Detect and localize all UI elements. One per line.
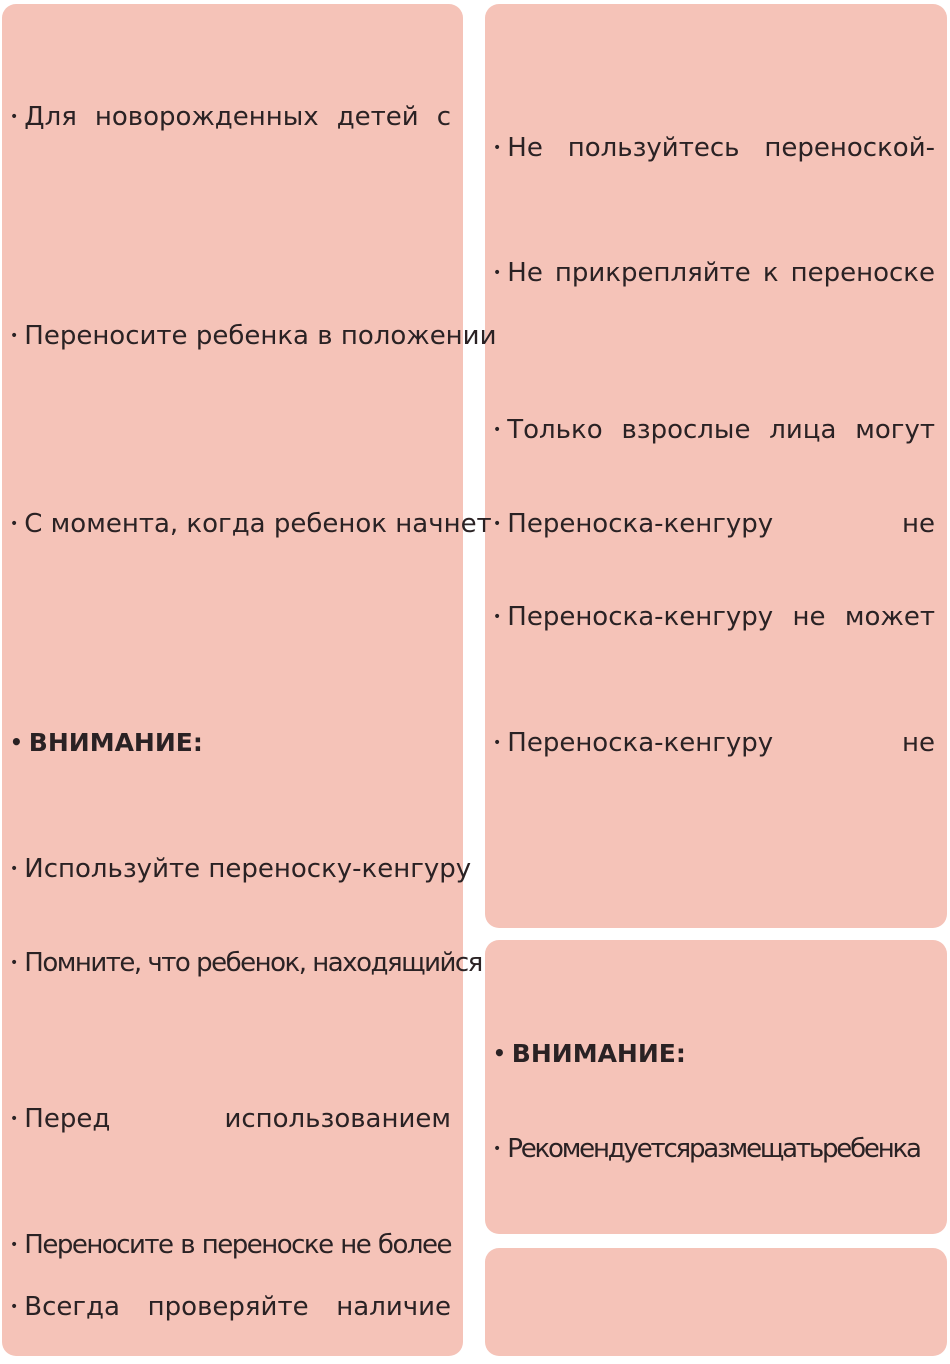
list-item-text: Не прикрепляйте к переноске (507, 258, 935, 288)
bullet-icon: • (10, 328, 19, 344)
warning-heading-text: ВНИМАНИЕ: (511, 1039, 686, 1068)
right-middle-panel (485, 940, 947, 1234)
bullet-icon: • (10, 1299, 19, 1315)
list-item-text: Не пользуйтесь переноской- (507, 133, 935, 163)
left-list-item (10, 319, 497, 353)
list-item-text: Переносите ребенка в положении (24, 321, 497, 351)
bullet-icon: • (493, 609, 502, 625)
bullet-icon: • (493, 516, 502, 532)
bullet-icon: • (10, 109, 19, 125)
right-list-item (493, 1132, 935, 1166)
bullet-icon: • (10, 1237, 19, 1253)
list-item-text: Переноска-кенгуру не (507, 509, 935, 539)
bullet-icon: • (10, 861, 19, 877)
bullet-icon: • (493, 1041, 506, 1065)
right-list-item (493, 600, 935, 634)
list-item-text: Для новорожденных детей с (24, 102, 451, 132)
bullet-icon: • (10, 955, 19, 971)
bullet-icon: • (493, 422, 502, 438)
right-bottom-panel (485, 1248, 947, 1356)
left-list-item (10, 100, 451, 134)
list-item-text: Используйте переноску-кенгуру (24, 854, 472, 884)
bullet-icon: • (493, 735, 502, 751)
bullet-icon: • (10, 730, 23, 754)
list-item-text: Переноска-кенгуру не может (507, 602, 935, 632)
list-item-text: Перед использованием (24, 1104, 451, 1134)
right-list-item (493, 131, 935, 165)
right-list-item (493, 726, 935, 760)
bullet-icon: • (493, 1141, 502, 1157)
list-item-text: Всегда проверяйте наличие (24, 1292, 451, 1322)
right-list-item (493, 413, 935, 447)
left-list-item (10, 1290, 451, 1324)
list-item-text: С момента, когда ребенок начнет (24, 509, 492, 539)
list-item-text: Переноска-кенгуру не (507, 728, 935, 758)
list-item-text: Рекомендуетсяразмещатьребенка (507, 1134, 920, 1164)
left-list-item (10, 852, 472, 886)
bullet-icon: • (10, 1111, 19, 1127)
left-list-item (10, 1228, 451, 1262)
left-list-item (10, 507, 492, 541)
list-item-text: Только взрослые лица могут (507, 415, 935, 445)
left-list-item (10, 946, 482, 980)
bullet-icon: • (493, 265, 502, 281)
list-item-text: Помните, что ребенок, находящийся (24, 948, 482, 978)
list-item-text: Переносите в переноске не более (24, 1230, 451, 1260)
right-list-item (493, 256, 935, 290)
bullet-icon: • (10, 516, 19, 532)
bullet-icon: • (493, 140, 502, 156)
left-list-item (10, 1102, 451, 1136)
warning-heading (10, 726, 451, 760)
warning-heading-text: ВНИМАНИЕ: (28, 728, 203, 757)
left-column-panel (2, 4, 463, 1356)
warning-heading (493, 1037, 935, 1071)
right-list-item (493, 507, 935, 541)
